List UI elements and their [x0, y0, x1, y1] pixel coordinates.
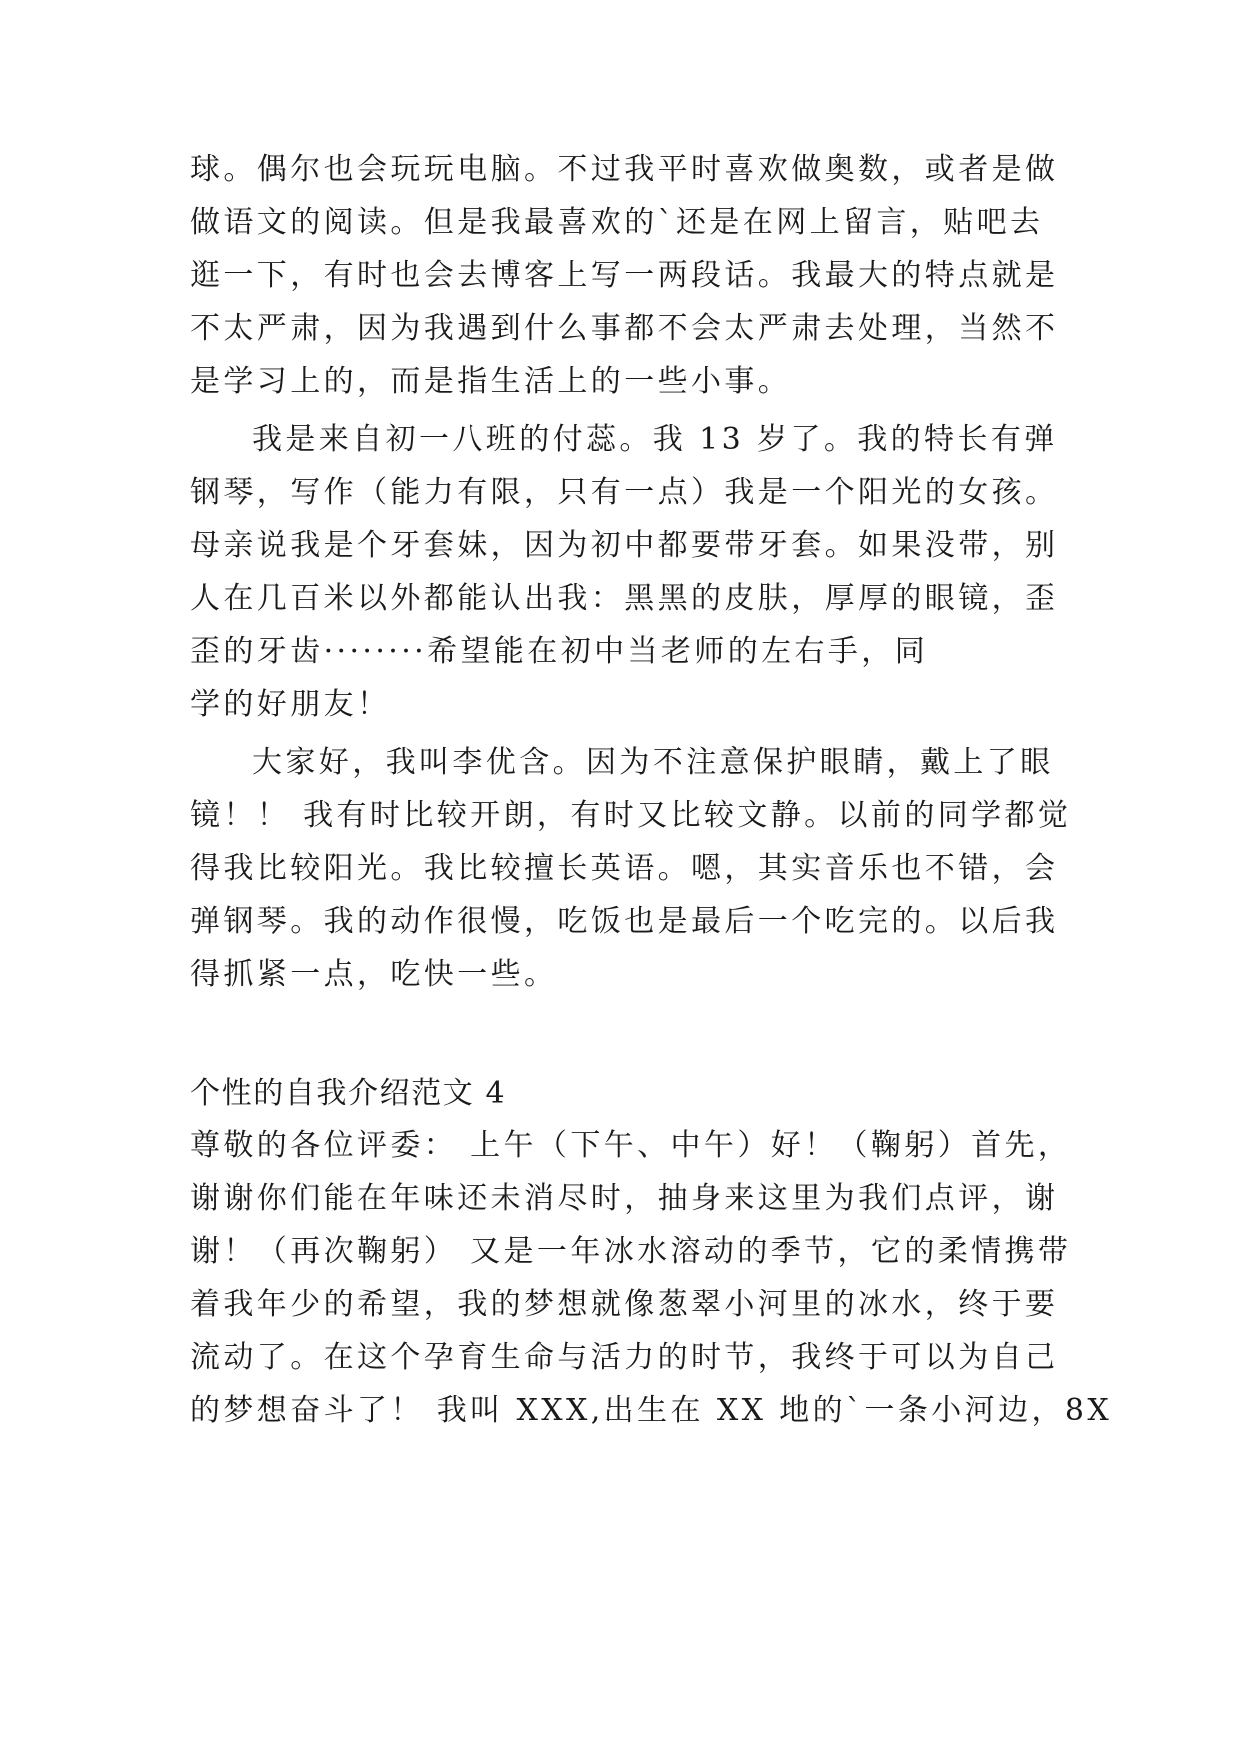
paragraph-1-line-4: 不太严肃，因为我遇到什么事都不会太严肃去处理，当然不 [190, 311, 1059, 346]
paragraph-3-line-4: 弹钢琴。我的动作很慢，吃饭也是最后一个吃完的。以后我 [190, 904, 1059, 939]
section-body-line-4: 着我年少的希望，我的梦想就像葱翠小河里的冰水，终于要 [190, 1287, 1059, 1322]
section-body-line-1: 尊敬的各位评委： 上午（下午、中午）好！（鞠躬）首先， [190, 1128, 1072, 1163]
paragraph-2-line-5: 歪的牙齿········希望能在初中当老师的左右手，同 [190, 634, 929, 669]
paragraph-1-line-3: 逛一下，有时也会去博客上写一两段话。我最大的特点就是 [190, 258, 1059, 293]
paragraph-2-line-1: 我是来自初一八班的付蕊。我 13 岁了。我的特长有弹 [252, 422, 1058, 457]
paragraph-3-line-5: 得抓紧一点，吃快一些。 [190, 957, 558, 992]
paragraph-2-line-4: 人在几百米以外都能认出我：黑黑的皮肤，厚厚的眼镜，歪 [190, 581, 1059, 616]
paragraph-1-line-5: 是学习上的，而是指生活上的一些小事。 [190, 364, 792, 399]
paragraph-3-line-1: 大家好，我叫李优含。因为不注意保护眼睛，戴上了眼 [252, 745, 1054, 780]
section-title: 个性的自我介绍范文 4 [190, 1076, 507, 1111]
section-body-line-5: 流动了。在这个孕育生命与活力的时节，我终于可以为自己 [190, 1340, 1059, 1375]
paragraph-2-line-2: 钢琴，写作（能力有限，只有一点）我是一个阳光的女孩。 [190, 475, 1059, 510]
section-body-line-6: 的梦想奋斗了！ 我叫 XXX,出生在 XX 地的`一条小河边，8X [190, 1393, 1113, 1428]
paragraph-3-line-3: 得我比较阳光。我比较擅长英语。嗯，其实音乐也不错，会 [190, 851, 1059, 886]
paragraph-3-line-2: 镜！！ 我有时比较开朗，有时又比较文静。以前的同学都觉 [190, 798, 1072, 833]
paragraph-2-line-3: 母亲说我是个牙套妹，因为初中都要带牙套。如果没带，别 [190, 528, 1059, 563]
paragraph-2-line-6: 学的好朋友！ [190, 687, 391, 722]
paragraph-1-line-1: 球。偶尔也会玩玩电脑。不过我平时喜欢做奥数，或者是做 [190, 152, 1059, 187]
paragraph-1-line-2: 做语文的阅读。但是我最喜欢的`还是在网上留言，贴吧去 [190, 205, 1044, 240]
section-body-line-2: 谢谢你们能在年味还未消尽时，抽身来这里为我们点评，谢 [190, 1181, 1059, 1216]
section-body-line-3: 谢！（再次鞠躬） 又是一年冰水溶动的季节，它的柔情携带 [190, 1234, 1072, 1269]
